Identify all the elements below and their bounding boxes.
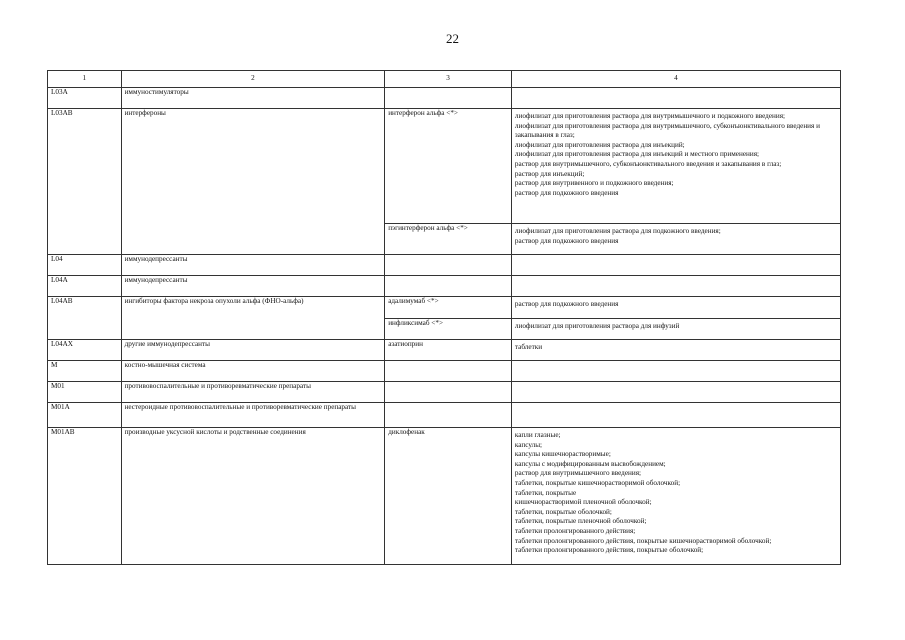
dosage-forms bbox=[511, 109, 840, 224]
table-row bbox=[48, 428, 841, 565]
drug-name bbox=[385, 382, 512, 403]
drug-name: азатиоприн bbox=[385, 340, 512, 361]
dosage-form: таблетки, покрытые кишечнорастворимой оболочкой; bbox=[514, 478, 681, 487]
dosage-form: лиофилизат для приготовления раствора для инфузий bbox=[514, 322, 680, 330]
atc-group: иммунодепрессанты bbox=[121, 276, 385, 297]
dosage-forms bbox=[511, 382, 840, 403]
drug-name bbox=[385, 88, 512, 109]
column-header: 2 bbox=[121, 71, 385, 88]
table-row bbox=[48, 255, 841, 276]
table-row bbox=[48, 403, 841, 428]
dosage-forms bbox=[511, 403, 840, 428]
header-row bbox=[48, 71, 841, 88]
drug-name bbox=[385, 255, 512, 276]
dosage-form: раствор для подкожного введения bbox=[514, 188, 619, 197]
table-row bbox=[48, 109, 841, 224]
column-header: 3 bbox=[385, 71, 512, 88]
drug-name: адалимумаб <*> bbox=[385, 297, 512, 319]
atc-code: M01 bbox=[48, 382, 122, 403]
dosage-form: раствор для подкожного введения bbox=[514, 300, 619, 308]
dosage-forms bbox=[511, 428, 840, 565]
page-number: 22 bbox=[446, 31, 459, 46]
dosage-form: капсулы; bbox=[514, 440, 543, 449]
table-row bbox=[48, 382, 841, 403]
atc-group: ингибиторы фактора некроза опухоли альфа (ФНО-альфа) bbox=[121, 297, 385, 340]
dosage-form: таблетки, покрытые оболочкой; bbox=[514, 507, 612, 516]
dosage-form: раствор для внутривенного и подкожного введения; bbox=[514, 179, 674, 188]
atc-code: L04A bbox=[48, 276, 122, 297]
dosage-forms bbox=[511, 340, 840, 361]
drug-name: диклофенак bbox=[385, 428, 512, 565]
atc-group: костно-мышечная система bbox=[121, 361, 385, 382]
dosage-forms bbox=[511, 319, 840, 340]
atc-code: M bbox=[48, 361, 122, 382]
table-row bbox=[48, 297, 841, 319]
dosage-form: раствор для внутримышечного введения; bbox=[514, 469, 642, 478]
dosage-form: таблетки пролонгированного действия, покрытые оболочкой; bbox=[514, 546, 704, 555]
atc-code: L04AX bbox=[48, 340, 122, 361]
drug-name: интерферон альфа <*> bbox=[385, 109, 512, 224]
atc-code: L04AB bbox=[48, 297, 122, 340]
column-header: 4 bbox=[511, 71, 840, 88]
atc-code: M01A bbox=[48, 403, 122, 428]
atc-code: L04 bbox=[48, 255, 122, 276]
dosage-form: раствор для подкожного введения bbox=[514, 236, 619, 245]
dosage-form: таблетки пролонгированного действия; bbox=[514, 526, 636, 535]
drug-name bbox=[385, 403, 512, 428]
dosage-forms bbox=[511, 224, 840, 255]
dosage-form: лиофилизат для приготовления раствора для внутримышечного и подкожного введения; bbox=[514, 112, 786, 120]
atc-group: иммунодепрессанты bbox=[121, 255, 385, 276]
table-row bbox=[48, 88, 841, 109]
atc-code: M01AB bbox=[48, 428, 122, 565]
drug-table bbox=[47, 70, 841, 565]
drug-name: инфликсимаб <*> bbox=[385, 319, 512, 340]
dosage-form: таблетки, покрытые пленочной оболочкой; bbox=[514, 517, 647, 526]
dosage-form: раствор для инъекций; bbox=[514, 169, 585, 178]
dosage-form: таблетки bbox=[514, 343, 543, 351]
dosage-forms bbox=[511, 255, 840, 276]
table-row bbox=[48, 340, 841, 361]
atc-code: L03A bbox=[48, 88, 122, 109]
dosage-form: капли глазные; bbox=[514, 431, 561, 439]
dosage-form: кишечнорастворимой пленочной оболочкой; bbox=[514, 498, 652, 507]
dosage-form: лиофилизат для приготовления раствора для подкожного введения; bbox=[514, 227, 721, 235]
dosage-forms bbox=[511, 276, 840, 297]
atc-group: противовоспалительные и противоревматические препараты bbox=[121, 382, 385, 403]
dosage-form: таблетки пролонгированного действия, покрытые кишечнорастворимой оболочкой; bbox=[514, 536, 772, 545]
table-row bbox=[48, 276, 841, 297]
table-row bbox=[48, 361, 841, 382]
dosage-form: лиофилизат для приготовления раствора для инъекций; bbox=[514, 140, 685, 149]
dosage-forms bbox=[511, 88, 840, 109]
dosage-form: лиофилизат для приготовления раствора для инъекций и местного применения; bbox=[514, 150, 760, 159]
atc-group: нестероидные противовоспалительные и противоревматические препараты bbox=[121, 403, 385, 428]
column-header: 1 bbox=[48, 71, 122, 88]
drug-name bbox=[385, 361, 512, 382]
dosage-forms bbox=[511, 297, 840, 319]
dosage-form: таблетки, покрытые bbox=[514, 488, 577, 497]
drug-name bbox=[385, 276, 512, 297]
atc-group: иммуностимуляторы bbox=[121, 88, 385, 109]
drug-name: пэгинтерферон альфа <*> bbox=[385, 224, 512, 255]
atc-group: интерфероны bbox=[121, 109, 385, 255]
dosage-forms bbox=[511, 361, 840, 382]
dosage-form: капсулы с модифицированным высвобождением; bbox=[514, 459, 666, 468]
atc-group: производные уксусной кислоты и родственные соединения bbox=[121, 428, 385, 565]
dosage-form: лиофилизат для приготовления раствора для внутримышечного, субконъюнктивального введения и закапывания в глаз; bbox=[514, 121, 820, 140]
dosage-form: капсулы кишечнорастворимые; bbox=[514, 450, 611, 459]
dosage-form: раствор для внутримышечного, субконъюнктивального введения и закапывания в глаз; bbox=[514, 159, 782, 168]
atc-code: L03AB bbox=[48, 109, 122, 255]
atc-group: другие иммунодепрессанты bbox=[121, 340, 385, 361]
